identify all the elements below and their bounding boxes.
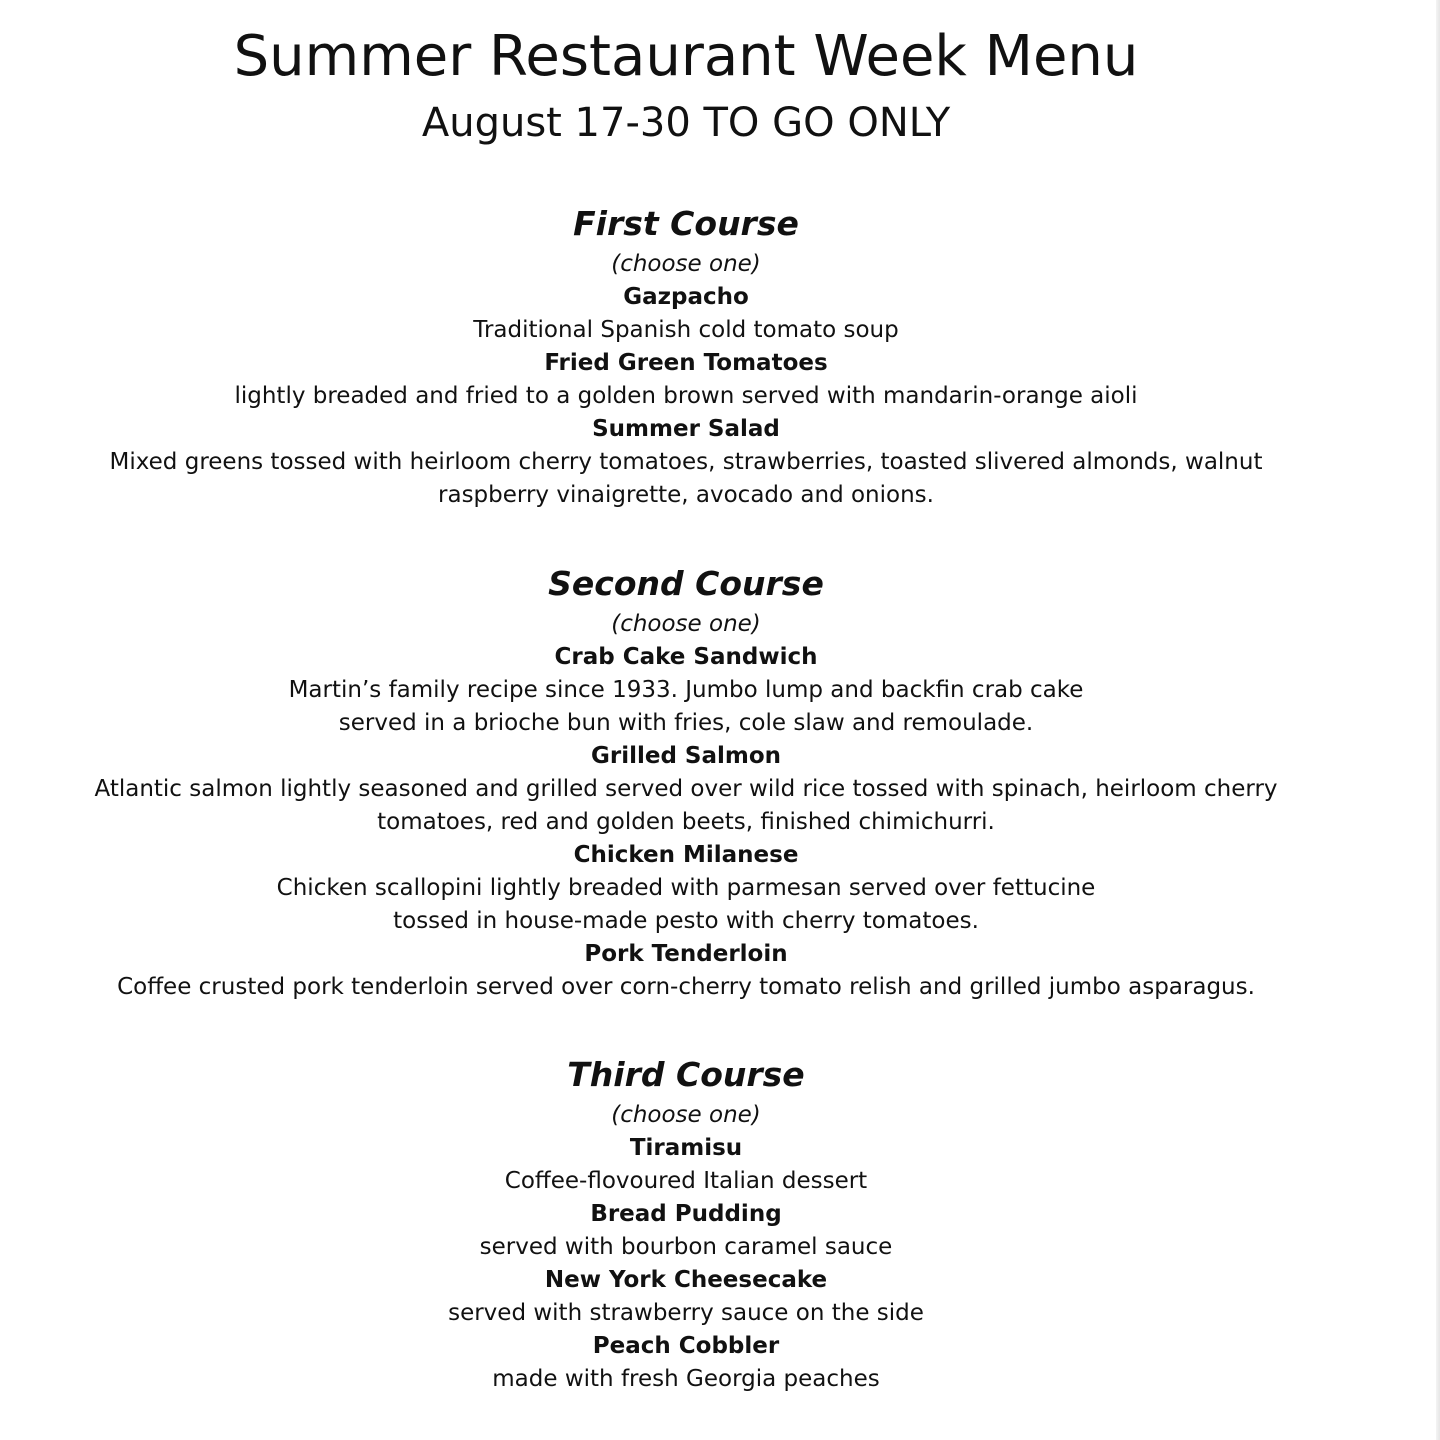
menu-item-description: lightly breaded and fried to a golden brown served with mandarin-orange aioli <box>234 383 1138 409</box>
menu-item-name: New York Cheesecake <box>544 1267 828 1293</box>
menu-item-description: raspberry vinaigrette, avocado and onions. <box>438 482 934 508</box>
menu-item-name: Grilled Salmon <box>590 743 782 769</box>
menu-item-name: Summer Salad <box>592 416 780 442</box>
course-section-first <box>0 200 1372 512</box>
course-choose-note: (choose one) <box>611 251 761 277</box>
course-choose-note: (choose one) <box>611 1102 761 1128</box>
menu-item-name: Chicken Milanese <box>573 842 799 868</box>
menu-item-description: Coffee crusted pork tenderloin served over corn-cherry tomato relish and grilled jumbo asparagus. <box>117 974 1255 1000</box>
course-section-third <box>0 1051 1372 1396</box>
course-title: First Course <box>573 204 799 243</box>
menu-item-description: Chicken scallopini lightly breaded with parmesan served over fettucine <box>276 875 1096 901</box>
menu-item-description: Traditional Spanish cold tomato soup <box>473 317 899 343</box>
menu-item-name: Peach Cobbler <box>592 1333 780 1359</box>
menu-item-description: Mixed greens tossed with heirloom cherry tomatoes, strawberries, toasted slivered almonds, walnut <box>109 449 1263 475</box>
menu-item-name: Fried Green Tomatoes <box>544 350 828 376</box>
menu-item-description: made with fresh Georgia peaches <box>492 1366 880 1392</box>
course-choose-note: (choose one) <box>611 611 761 637</box>
menu-item-description: Atlantic salmon lightly seasoned and grilled served over wild rice tossed with spinach, heirloom cherry <box>94 776 1278 802</box>
course-title: Third Course <box>567 1055 805 1094</box>
page-edge-shadow <box>1436 0 1440 1440</box>
menu-item-description: tomatoes, red and golden beets, finished chimichurri. <box>377 809 995 835</box>
menu-item-name: Gazpacho <box>623 284 749 310</box>
menu-item-description: served with bourbon caramel sauce <box>479 1234 893 1260</box>
course-title: Second Course <box>548 564 824 603</box>
menu-title: Summer Restaurant Week Menu <box>233 24 1139 89</box>
menu-subtitle: August 17-30 TO GO ONLY <box>421 100 951 146</box>
menu-item-description: served with strawberry sauce on the side <box>448 1300 924 1326</box>
menu-item-description: Martin’s family recipe since 1933. Jumbo lump and backfin crab cake <box>288 677 1084 703</box>
menu-item-name: Bread Pudding <box>590 1201 782 1227</box>
menu-item-name: Crab Cake Sandwich <box>554 644 818 670</box>
course-section-second <box>0 560 1372 1004</box>
menu-item-description: Coffee-flovoured Italian dessert <box>504 1168 868 1194</box>
menu-item-description: served in a brioche bun with fries, cole slaw and remoulade. <box>338 710 1034 736</box>
menu-item-description: tossed in house-made pesto with cherry tomatoes. <box>393 908 979 934</box>
menu-item-name: Tiramisu <box>629 1135 743 1161</box>
menu-item-name: Pork Tenderloin <box>584 941 788 967</box>
